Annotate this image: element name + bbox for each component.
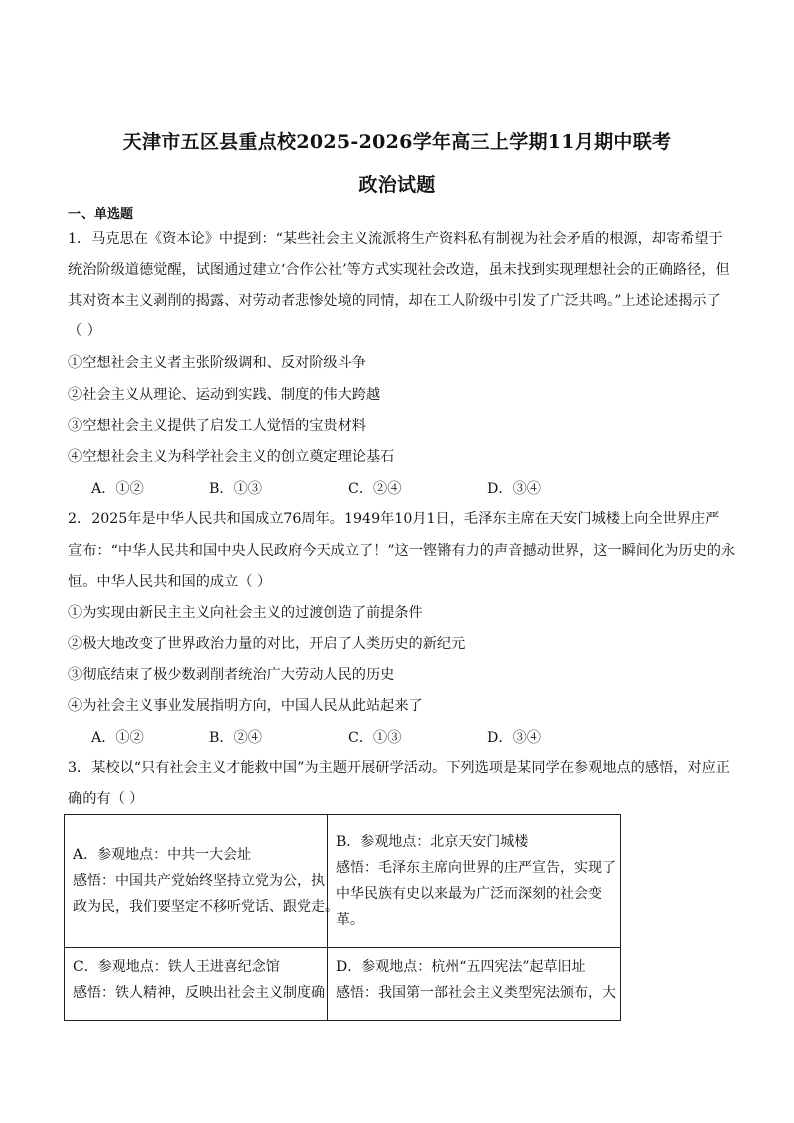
cell-text: 中华民族有史以来最为广泛而深刻的社会变 <box>336 886 602 902</box>
exam-title: 天津市五区县重点校2025-2026学年高三上学期11月期中联考 <box>122 131 672 153</box>
section-heading: 一、单选题 <box>68 207 134 222</box>
question-2-statement: ②极大地改变了世界政治力量的对比，开启了人类历史的新纪元 <box>68 636 466 652</box>
cell-text: 感悟：铁人精神，反映出社会主义制度确 <box>73 985 325 1001</box>
option-d-cell[interactable] <box>328 948 621 1021</box>
question-2-stem-line: 恒。中华人民共和国的成立（ ） <box>68 574 272 590</box>
exam-subject: 政治试题 <box>358 174 436 196</box>
question-2-statement: ①为实现由新民主主义向社会主义的过渡创造了前提条件 <box>68 605 423 621</box>
option-a[interactable]: A．①② <box>91 730 144 746</box>
options-table <box>64 814 621 1021</box>
option-a[interactable]: A．①② <box>91 481 144 497</box>
question-2-stem-line: 2．2025年是中华人民共和国成立76周年。1949年10月1日，毛泽东主席在天安门城楼上向全世界庄严 <box>68 511 720 527</box>
option-d[interactable]: D．③④ <box>487 481 541 497</box>
cell-text: 感悟：我国第一部社会主义类型宪法颁布，大 <box>336 985 616 1001</box>
question-1-statement: ①空想社会主义者主张阶级调和、反对阶级斗争 <box>68 355 366 371</box>
cell-text: D．参观地点：杭州“五四宪法”起草旧址 <box>336 959 586 975</box>
option-a-cell[interactable] <box>65 815 339 948</box>
cell-text: A．参观地点：中共一大会址 <box>73 847 252 863</box>
question-1-stem-line: （ ） <box>68 323 101 339</box>
option-c-cell[interactable] <box>65 948 328 1021</box>
question-1-stem-line: 1．马克思在《资本论》中提到：“某些社会主义流派将生产资料私有制视为社会矛盾的根源，却寄希望于 <box>68 231 723 247</box>
question-3-stem-line: 确的有（ ） <box>68 791 144 807</box>
option-b[interactable]: B．①③ <box>209 481 262 497</box>
option-b[interactable]: B．②④ <box>209 730 262 746</box>
cell-text: B．参观地点：北京天安门城楼 <box>336 834 529 850</box>
question-1-statement: ②社会主义从理论、运动到实践、制度的伟大跨越 <box>68 387 381 403</box>
cell-text: 革。 <box>336 912 364 928</box>
option-b-cell[interactable] <box>328 815 621 948</box>
cell-text: 感悟：毛泽东主席向世界的庄严宣告，实现了 <box>336 860 616 876</box>
option-d[interactable]: D．③④ <box>487 730 541 746</box>
question-1-stem-line: 统治阶级道德觉醒，试图通过建立‘合作公社’等方式实现社会改造，虽未找到实现理想社会的正确路径，但 <box>68 262 730 278</box>
option-c[interactable]: C．②④ <box>348 481 402 497</box>
question-1-statement: ③空想社会主义提供了启发工人觉悟的宝贵材料 <box>68 418 366 434</box>
question-2-statement: ④为社会主义事业发展指明方向，中国人民从此站起来了 <box>68 698 423 714</box>
question-3-stem-line: 3．某校以“只有社会主义才能救中国”为主题开展研学活动。下列选项是某同学在参观地点的感悟，对应正 <box>68 760 730 776</box>
question-1-stem-line: 其对资本主义剥削的揭露、对劳动者悲惨处境的同情，却在工人阶级中引发了广泛共鸣。”上述论述揭示了 <box>68 293 721 309</box>
cell-text: C．参观地点：铁人王进喜纪念馆 <box>73 959 280 975</box>
cell-text: 政为民，我们要坚定不移听党话、跟党走。 <box>73 899 339 915</box>
question-2-stem-line: 宣布：“中华人民共和国中央人民政府今天成立了！”这一铿锵有力的声音撼动世界，这一瞬间化为历史的永 <box>68 543 736 559</box>
question-2-statement: ③彻底结束了极少数剥削者统治广大劳动人民的历史 <box>68 667 395 683</box>
option-c[interactable]: C．①③ <box>348 730 402 746</box>
question-1-statement: ④空想社会主义为科学社会主义的创立奠定理论基石 <box>68 449 395 465</box>
cell-text: 感悟：中国共产党始终坚持立党为公，执 <box>73 873 325 889</box>
